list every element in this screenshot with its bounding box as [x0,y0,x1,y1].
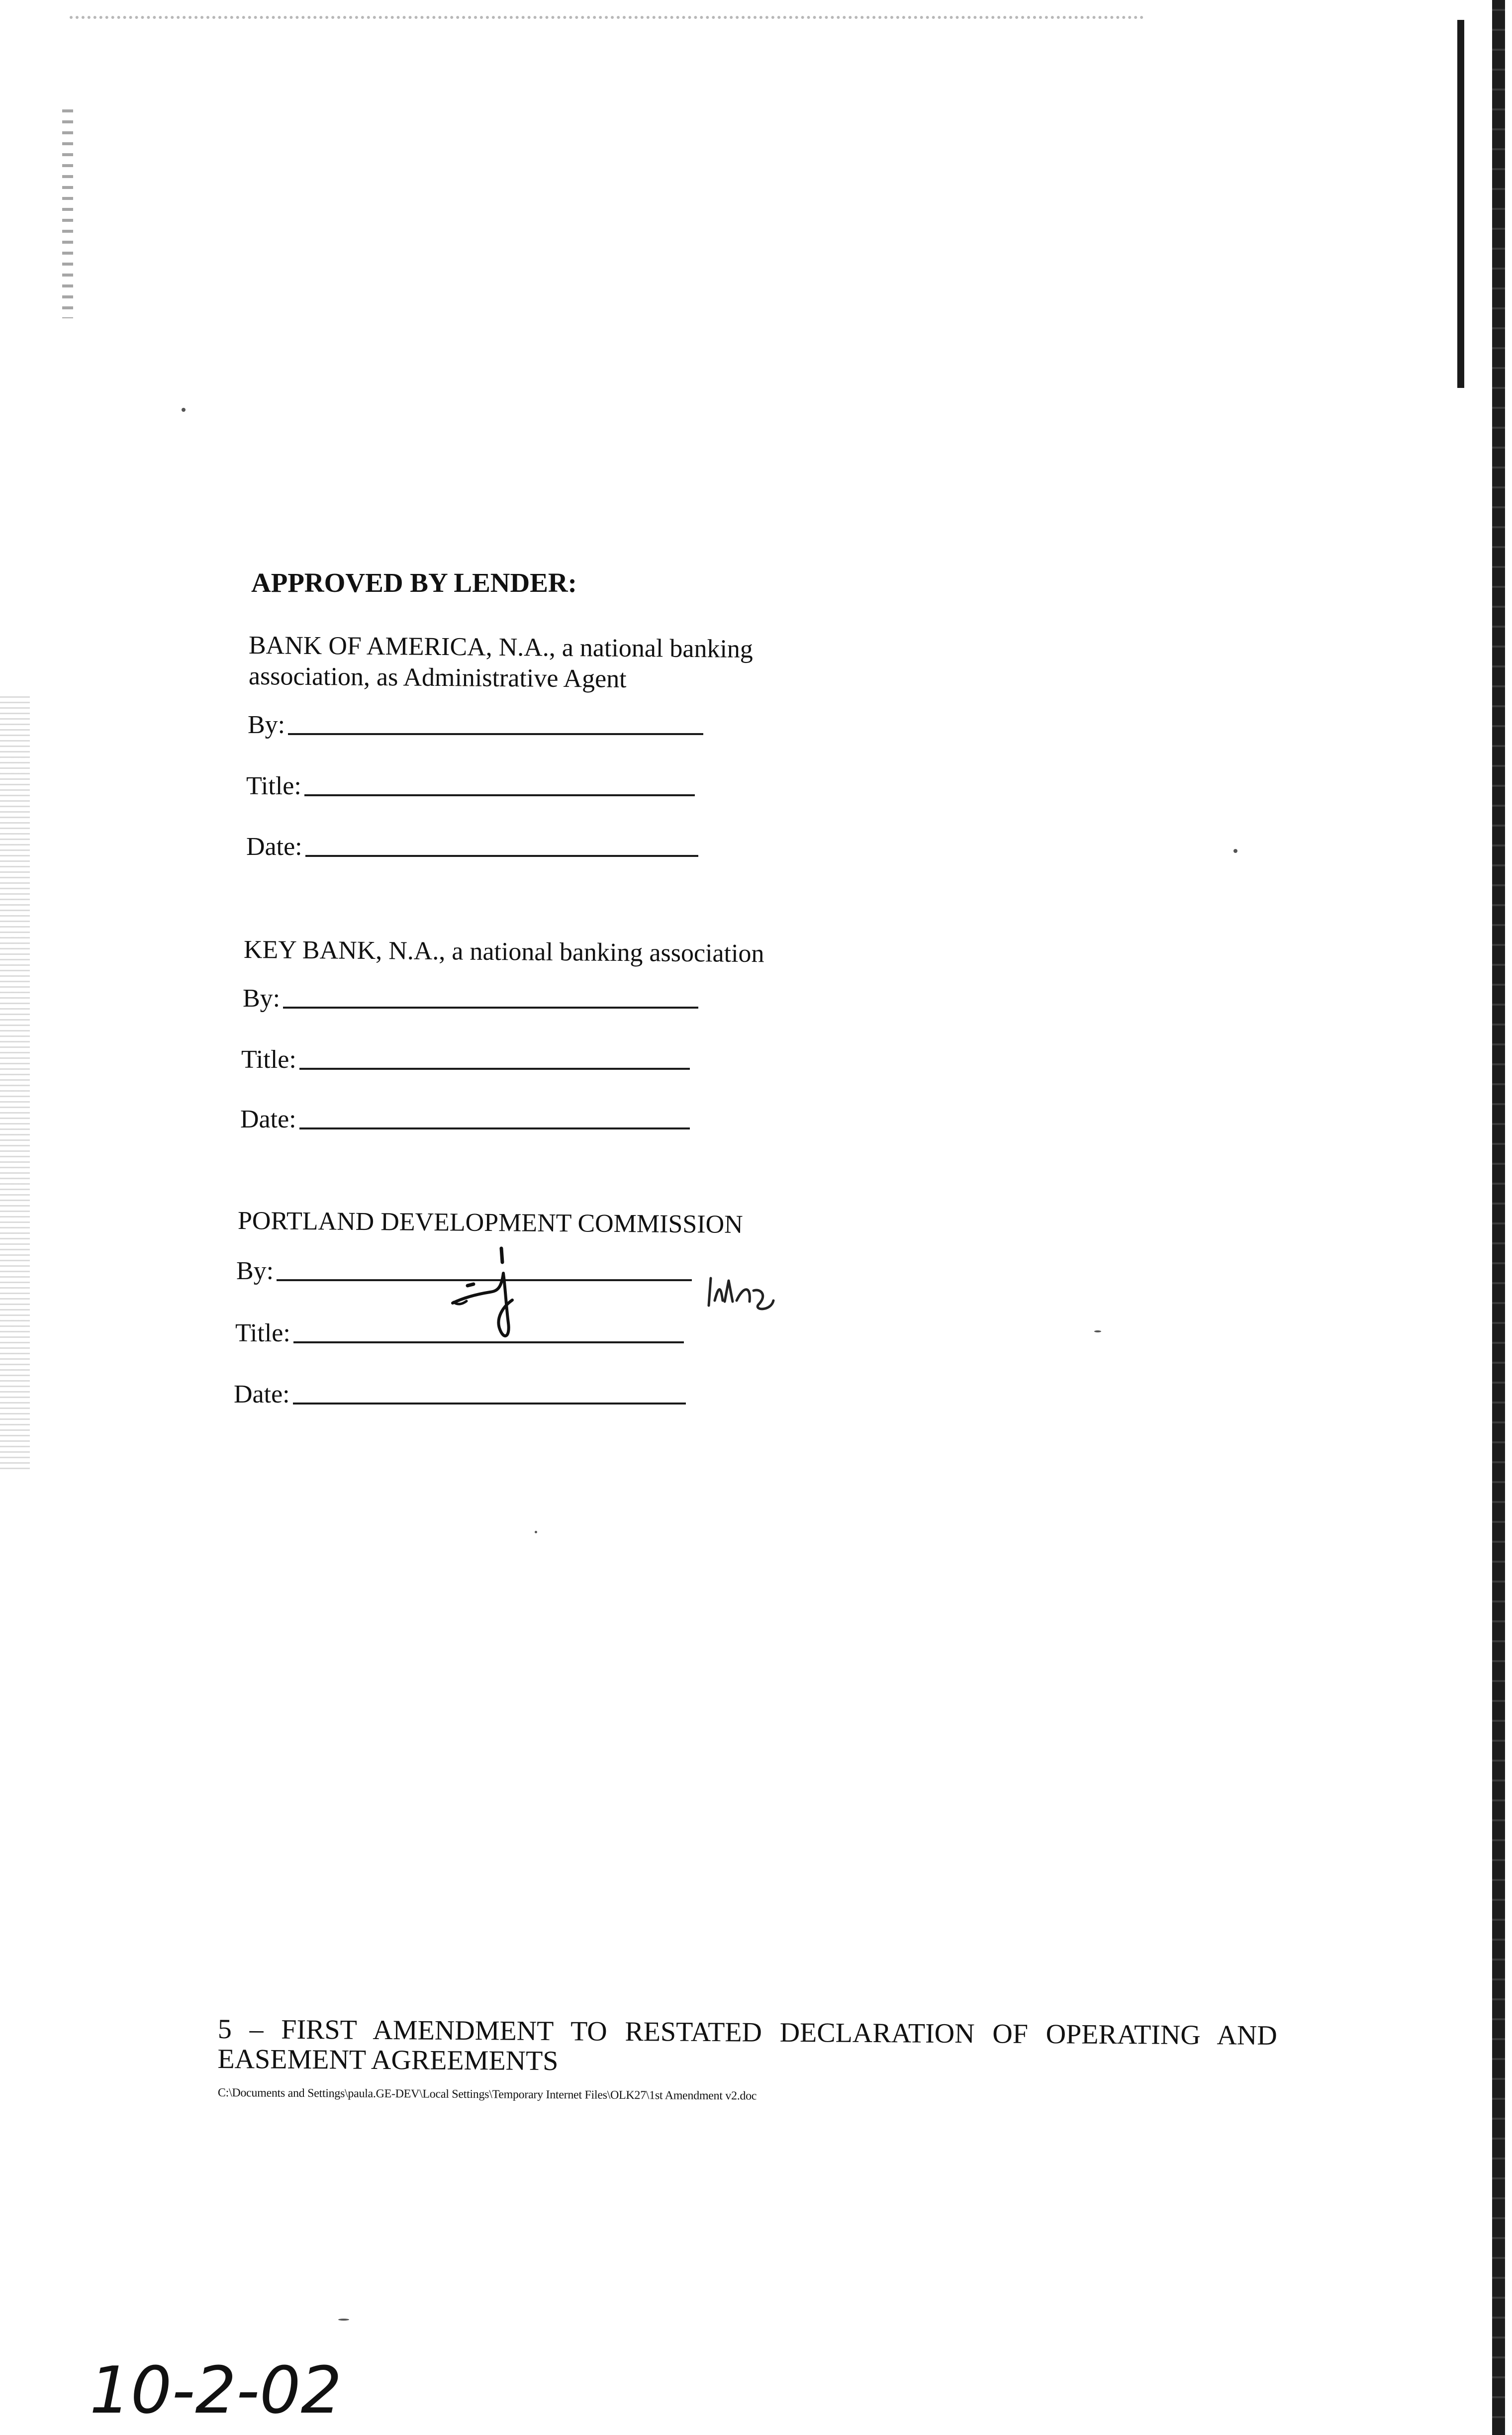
scan-speck [338,2319,349,2321]
date-rule[interactable] [299,1127,690,1129]
title-label: Title: [235,1319,290,1347]
scan-artifact-left [0,696,30,1472]
by-line-key-bank[interactable] [243,986,698,1012]
by-signature-rule[interactable] [283,1007,698,1009]
scan-speck [1094,1330,1101,1332]
lender-name-portland-development-commission: PORTLAND DEVELOPMENT COMMISSION [237,1207,743,1239]
by-label: By: [236,1257,274,1285]
handwritten-date: 10-2-02 [90,2352,342,2428]
by-label: By: [243,984,281,1013]
scan-artifact-right-border [1457,20,1464,388]
scan-speck [1233,849,1237,853]
scan-artifact-right-edge [1492,0,1505,2435]
approval-heading: APPROVED BY LENDER: [251,567,577,598]
title-rule[interactable] [299,1068,690,1070]
title-label: Title: [241,1045,296,1074]
signature-icon [438,1238,567,1348]
date-rule[interactable] [293,1403,686,1405]
title-label: Title: [246,772,301,800]
scan-speck [535,1531,537,1533]
date-line-bank-of-america[interactable] [246,834,698,860]
date-line-portland-development-commission[interactable] [234,1382,686,1407]
scan-artifact-top [70,16,1144,19]
date-label: Date: [234,1380,290,1408]
by-line-bank-of-america[interactable] [248,712,703,738]
date-line-key-bank[interactable] [240,1107,690,1132]
initials-icon [704,1266,778,1320]
scan-artifact-right-gap [1505,0,1512,2435]
title-line-key-bank[interactable] [241,1047,690,1073]
title-line-bank-of-america[interactable] [246,773,695,799]
date-label: Date: [246,833,302,861]
footer-document-title: 5 – FIRST AMENDMENT TO RESTATED DECLARATION OF OPERATING AND EASEMENT AGREEMENTS [217,2014,1277,2077]
date-rule[interactable] [305,855,698,857]
lender-name-bank-of-america-line1: BANK OF AMERICA, N.A., a national banking [248,631,754,663]
scan-artifact-punch [62,109,73,318]
lender-name-key-bank: KEY BANK, N.A., a national banking association [243,936,764,968]
lender-name-bank-of-america-line2: association, as Administrative Agent [248,662,627,693]
date-label: Date: [240,1105,296,1133]
footer-file-path: C:\Documents and Settings\paula.GE-DEV\Local Settings\Temporary Internet Files\OLK27\1st Amendment v2.doc [217,2086,757,2103]
by-label: By: [248,711,285,739]
scan-speck [182,408,186,412]
title-rule[interactable] [304,794,695,796]
by-signature-rule[interactable] [288,733,703,735]
